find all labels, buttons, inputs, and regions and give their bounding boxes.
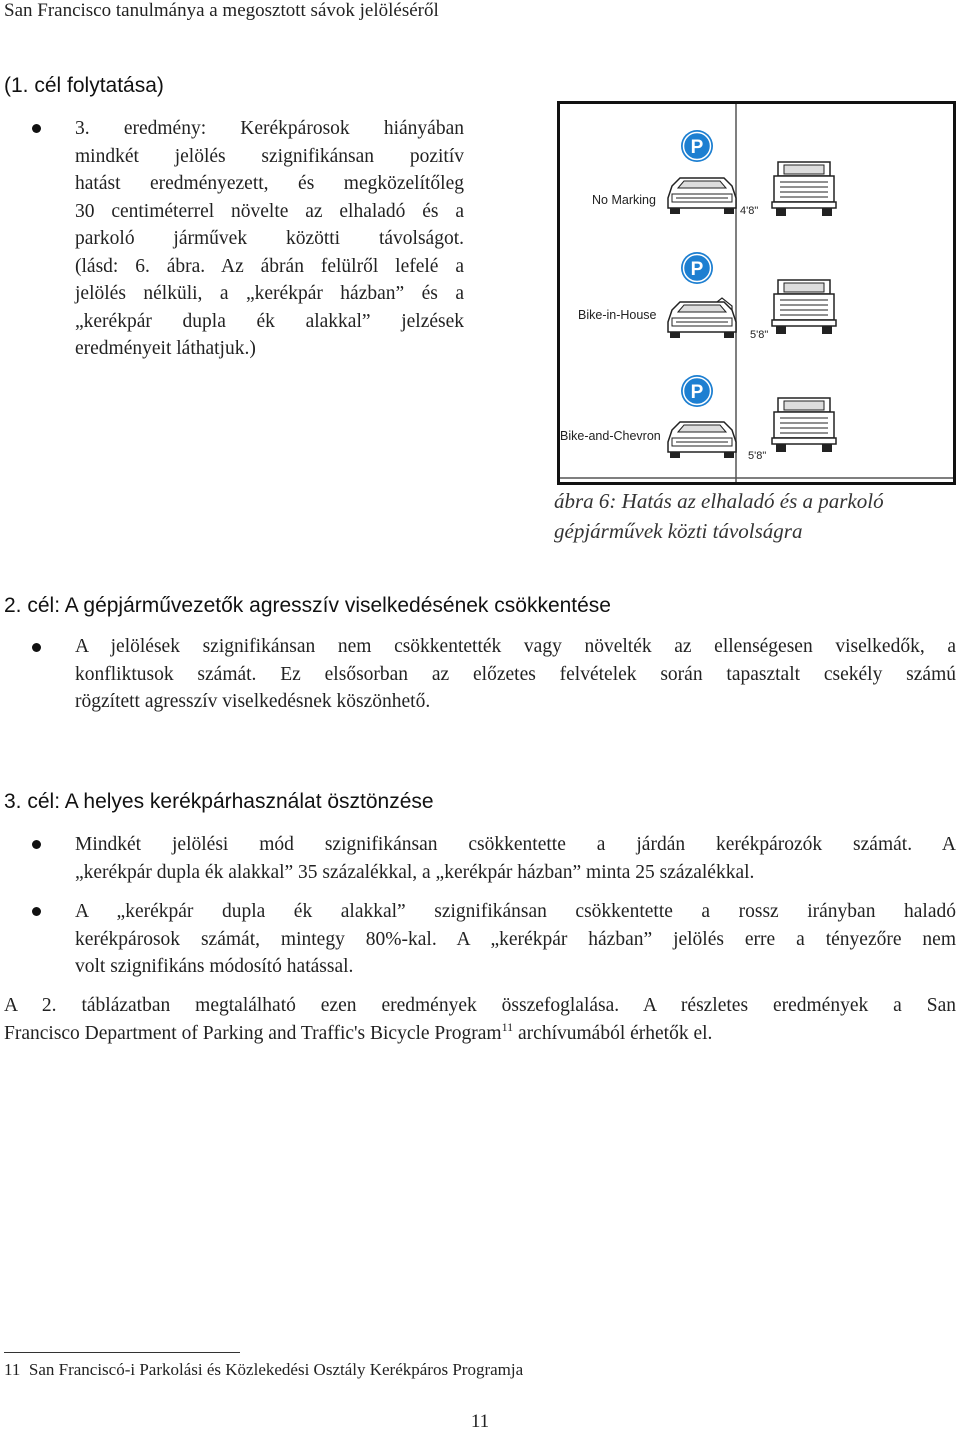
section3-bullet1-text xyxy=(75,831,956,886)
text-line: konfliktusok számát. Ez elsősorban az előzetes felvételek során tapasztalt csekély számú xyxy=(75,663,956,685)
section2-heading: 2. cél: A gépjárművezetők agresszív viselkedésének csökkentése xyxy=(4,594,611,617)
bullet-icon xyxy=(32,643,41,652)
text-line: A „kerékpár dupla ék alakkal” szignifikánsan csökkentette a rossz irányban haladó xyxy=(75,901,956,922)
footnote xyxy=(4,1360,523,1380)
bullet-icon xyxy=(32,907,41,916)
text-line: parkoló járművek közötti távolságot. xyxy=(75,228,464,249)
distance-label: 5'8" xyxy=(748,450,767,462)
text-line: 30 centiméterrel növelte az elhaladó és a xyxy=(75,200,464,222)
passing-truck-icon xyxy=(772,162,836,216)
text-line: rögzített agresszív viselkedésnek köszönhető. xyxy=(75,691,431,712)
row-label-bike-and-chevron: Bike-and-Chevron xyxy=(560,429,661,443)
parking-sign-letter: P xyxy=(690,259,704,280)
text-line xyxy=(4,1020,956,1048)
section1-heading: (1. cél folytatása) xyxy=(4,74,164,97)
text-line: hatást eredményezett, és megközelítőleg xyxy=(75,173,464,194)
text-line: A jelölések szignifikánsan nem csökkentették vagy növelték az ellenségesen viselkedők, a xyxy=(75,636,956,657)
parking-sign-letter: P xyxy=(690,137,704,158)
parked-car-icon xyxy=(668,178,736,214)
passing-truck-icon xyxy=(772,398,836,452)
figure-caption xyxy=(554,486,954,546)
caption-line: ábra 6: Hatás az elhaladó és a parkoló xyxy=(554,489,884,513)
summary-text: Francisco Department of Parking and Traffic's Bicycle Program xyxy=(4,1022,502,1044)
distance-label: 5'8" xyxy=(750,329,769,341)
text-line: jelölés nélküli, a „kerékpár házban” és a xyxy=(75,283,464,304)
section1-bullet-text xyxy=(75,115,464,363)
text-line: 3. eredmény: Kerékpárosok hiányában xyxy=(75,118,464,139)
summary-paragraph xyxy=(4,992,956,1047)
text-line: A 2. táblázatban megtalálható ezen eredmények összefoglalása. A részletes eredmények a San xyxy=(4,995,956,1016)
footnote-separator xyxy=(4,1352,240,1353)
section2-bullet-text xyxy=(75,633,956,716)
caption-line: gépjárművek közti távolságra xyxy=(554,519,803,543)
row-label-bike-in-house: Bike-in-House xyxy=(578,308,657,322)
parked-car-icon xyxy=(668,302,736,338)
section3-heading: 3. cél: A helyes kerékpárhasználat ösztönzése xyxy=(4,790,434,813)
parked-car-icon xyxy=(668,422,736,458)
footnote-ref[interactable]: 11 xyxy=(501,1019,514,1034)
text-line: volt szignifikáns módosító hatással. xyxy=(75,956,354,977)
text-line: (lásd: 6. ábra. Az ábrán felülről lefelé a xyxy=(75,255,464,277)
distance-label: 4'8" xyxy=(740,205,759,217)
text-line: „kerékpár dupla ék alakkal” jelzések xyxy=(75,310,464,332)
text-line: „kerékpár dupla ék alakkal” 35 százalékkal, a „kerékpár házban” minta 25 százalékkal. xyxy=(75,861,755,883)
bullet-icon xyxy=(32,124,41,133)
parking-sign-letter: P xyxy=(690,382,704,403)
figure-6 xyxy=(557,101,956,485)
bullet-icon xyxy=(32,840,41,849)
row-label-no-marking: No Marking xyxy=(592,193,656,207)
running-header: San Francisco tanulmánya a megosztott sávok jelöléséről xyxy=(4,0,439,21)
page-number: 11 xyxy=(470,1411,490,1432)
text-line: kerékpárosok számát, mintegy 80%-kal. A „kerékpár házban” jelölés erre a tényezőre nem xyxy=(75,928,956,950)
figure-illustration xyxy=(560,104,953,482)
section3-bullet2-text xyxy=(75,898,956,981)
passing-truck-icon xyxy=(772,280,836,334)
footnote-number: 11 xyxy=(4,1360,21,1379)
text-line: mindkét jelölés szignifikánsan pozitív xyxy=(75,145,464,167)
text-line: Mindkét jelölési mód szignifikánsan csökkentette a járdán kerékpározók számát. A xyxy=(75,834,956,855)
footnote-text: San Franciscó-i Parkolási és Közlekedési Osztály Kerékpáros Programja xyxy=(28,1360,524,1379)
text-line: eredményeit láthatjuk.) xyxy=(75,338,256,359)
summary-text: archívumából érhetők el. xyxy=(513,1022,713,1044)
